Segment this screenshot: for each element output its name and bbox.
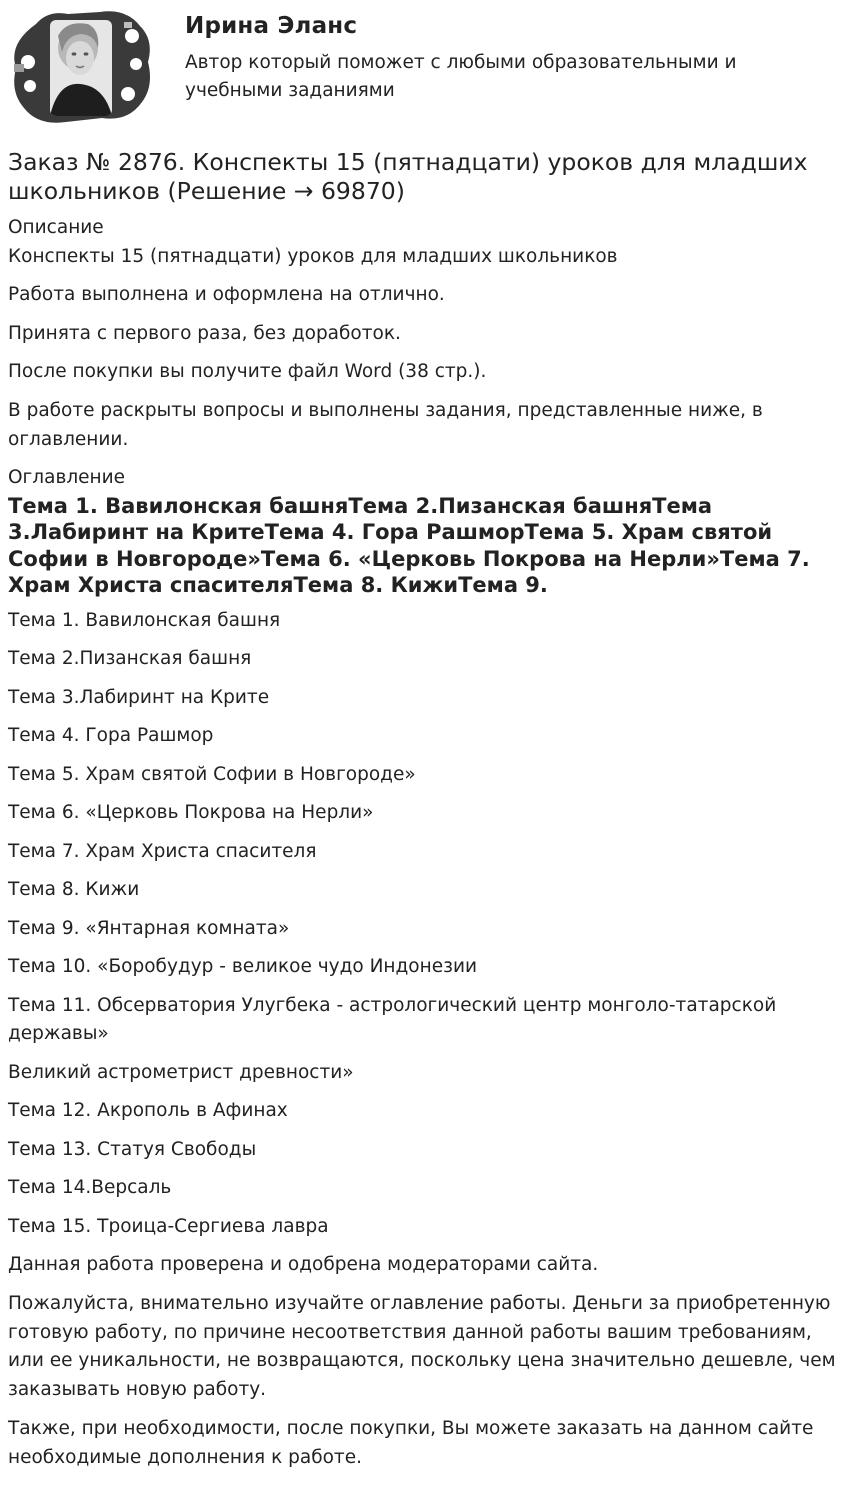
author-block xyxy=(8,0,840,140)
description-paragraph: В работе раскрыты вопросы и выполнены задания, представленные ниже, в оглавлении. xyxy=(8,399,763,450)
toc-item: Тема 6. «Церковь Покрова на Нерли» xyxy=(8,802,374,824)
description-paragraph: После покупки вы получите файл Word (38 стр.). xyxy=(8,361,487,383)
toc-item: Тема 15. Троица-Сергиева лавра xyxy=(8,1215,329,1237)
toc-item: Тема 9. «Янтарная комната» xyxy=(8,917,290,939)
author-name[interactable]: Ирина Эланс xyxy=(185,13,358,39)
order-title: Заказ № 2876. Конспекты 15 (пятнадцати) уроков для младших школьников (Решение → 69870) xyxy=(8,148,808,205)
toc-item: Тема 11. Обсерватория Улугбека - астрологический центр монголо-татарской державы» xyxy=(8,994,777,1045)
footer-paragraph: Пожалуйста, внимательно изучайте оглавление работы. Деньги за приобретенную готовую работу, по причине несоответствия данной работы вашим требованиям, или ее уникальности, не возвращаются, поскольку цена значительно дешевле, чем заказывать новую работу. xyxy=(8,1292,836,1401)
toc-item: Тема 4. Гора Рашмор xyxy=(8,725,214,747)
description-paragraph: Конспекты 15 (пятнадцати) уроков для младших школьников xyxy=(8,245,618,267)
toc-item: Великий астрометрист древности» xyxy=(8,1061,354,1083)
toc-item: Тема 5. Храм святой Софии в Новгороде» xyxy=(8,763,416,785)
toc-item: Тема 10. «Боробудур - великое чудо Индонезии xyxy=(8,956,477,978)
content xyxy=(8,214,840,1482)
toc-item: Тема 3.Лабиринт на Крите xyxy=(8,686,270,708)
author-description: Автор который поможет с любыми образовательными и учебными заданиями xyxy=(185,52,737,101)
toc-label: Оглавление xyxy=(8,467,126,489)
footer-paragraph: Данная работа проверена и одобрена модераторами сайта. xyxy=(8,1254,599,1276)
toc-item: Тема 7. Храм Христа спасителя xyxy=(8,840,317,862)
toc-item: Тема 8. Кижи xyxy=(8,879,140,901)
author-avatar[interactable] xyxy=(8,6,154,128)
toc-item: Тема 1. Вавилонская башня xyxy=(8,609,281,631)
toc-item: Тема 14.Версаль xyxy=(8,1177,172,1199)
description-label: Описание xyxy=(8,217,104,238)
toc-item: Тема 13. Статуя Свободы xyxy=(8,1138,257,1160)
toc-item: Тема 12. Акрополь в Афинах xyxy=(8,1100,288,1122)
footer-paragraph: Также, при необходимости, после покупки, Вы можете заказать на данном сайте необходимые дополнения к работе. xyxy=(8,1417,814,1468)
toc-item: Тема 2.Пизанская башня xyxy=(8,648,252,670)
description-paragraph: Принята с первого раза, без доработок. xyxy=(8,322,401,344)
page xyxy=(8,0,840,1468)
description-paragraph: Работа выполнена и оформлена на отлично. xyxy=(8,284,445,306)
toc-heading: Тема 1. Вавилонская башняТема 2.Пизанская башняТема 3.Лабиринт на КритеТема 4. Гора РашморТема 5. Храм святой Софии в Новгороде»Тема 6. «Церковь Покрова на Нерли»Тема 7. Храм Христа спасителяТема 8. КижиТема 9. xyxy=(8,493,810,598)
